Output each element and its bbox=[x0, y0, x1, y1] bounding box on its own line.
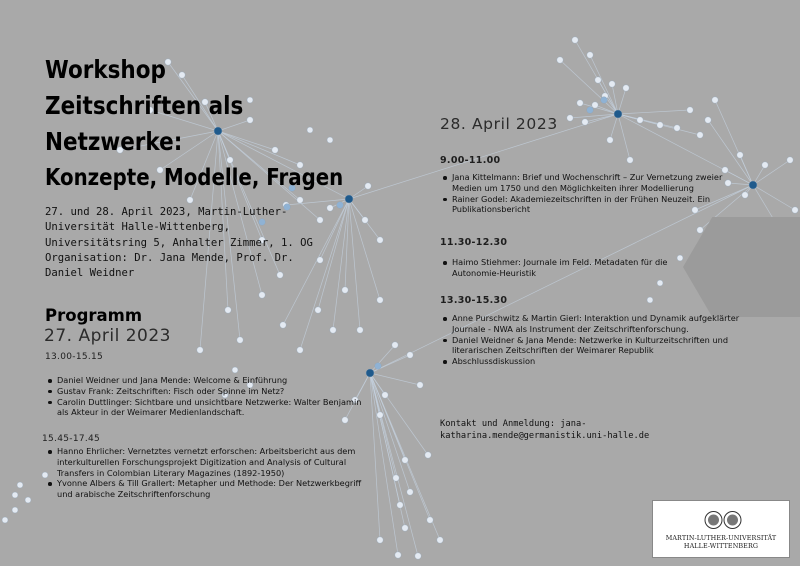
title-line-4: Konzepte, Modelle, Fragen bbox=[45, 165, 344, 191]
list-item: Anne Purschwitz & Martin Gierl: Interaktion und Dynamik aufgeklärter Journale - NWA als Instrument der Zeitschriftenforschung. bbox=[440, 313, 745, 335]
network-node bbox=[657, 280, 663, 286]
day2-date: 28. April 2023 bbox=[440, 115, 558, 133]
network-node bbox=[259, 292, 265, 298]
day2-session2-list bbox=[440, 257, 700, 279]
network-hub-node bbox=[345, 195, 353, 203]
network-node bbox=[377, 412, 383, 418]
network-node bbox=[297, 197, 303, 203]
network-node bbox=[393, 475, 399, 481]
network-node bbox=[557, 57, 563, 63]
network-node bbox=[567, 115, 573, 121]
day1-session2-list bbox=[45, 446, 375, 500]
network-node bbox=[315, 307, 321, 313]
network-node bbox=[623, 85, 629, 91]
network-node bbox=[627, 157, 633, 163]
network-node bbox=[762, 162, 768, 168]
university-logo bbox=[652, 500, 790, 558]
network-edge bbox=[370, 345, 395, 373]
network-node bbox=[712, 97, 718, 103]
network-node bbox=[197, 347, 203, 353]
logo-text-line-1: MARTIN-LUTHER-UNIVERSITÄT bbox=[665, 534, 777, 542]
network-node bbox=[657, 122, 663, 128]
programm-heading: Programm bbox=[45, 306, 143, 325]
network-node bbox=[792, 207, 798, 213]
network-node bbox=[392, 342, 398, 348]
network-edge bbox=[753, 160, 790, 185]
network-node bbox=[587, 52, 593, 58]
day2-session1-time: 9.00-11.00 bbox=[440, 155, 501, 166]
logo-text-line-2: HALLE-WITTENBERG bbox=[683, 542, 759, 550]
network-node bbox=[601, 97, 608, 104]
network-node bbox=[237, 337, 243, 343]
network-node bbox=[697, 132, 703, 138]
network-node bbox=[17, 482, 23, 488]
network-node bbox=[330, 327, 336, 333]
network-node bbox=[787, 157, 793, 163]
network-node bbox=[382, 392, 388, 398]
network-node bbox=[25, 497, 31, 503]
network-node bbox=[595, 77, 601, 83]
network-node bbox=[397, 502, 403, 508]
network-node bbox=[12, 507, 18, 513]
day2-session3-time: 13.30-15.30 bbox=[440, 295, 508, 306]
event-meta bbox=[45, 205, 315, 281]
network-node bbox=[674, 125, 680, 131]
title-line-3: Netzwerke: bbox=[45, 127, 183, 156]
network-node bbox=[357, 327, 363, 333]
list-item: Jana Kittelmann: Brief und Wochenschrift – Zur Vernetzung zweier Medien um 1750 und den Möglichkeiten ihrer Modellierung bbox=[440, 172, 745, 194]
network-edge bbox=[618, 114, 630, 160]
list-item: Carolin Duttlinger: Sichtbare und unsichtbare Netzwerke: Walter Benjamin als Akteur in der Weimarer Medienlandschaft. bbox=[45, 397, 375, 419]
network-hub-node bbox=[614, 110, 622, 118]
network-edge bbox=[333, 199, 349, 330]
network-node bbox=[395, 552, 401, 558]
day1-session2-time: 15.45-17.45 bbox=[42, 434, 101, 444]
network-node bbox=[577, 100, 583, 106]
network-node bbox=[415, 553, 421, 559]
day1-date: 27. April 2023 bbox=[44, 326, 171, 346]
network-node bbox=[342, 287, 348, 293]
network-node bbox=[407, 489, 413, 495]
network-edge bbox=[753, 185, 795, 210]
network-node bbox=[225, 307, 231, 313]
contact-info: Kontakt und Anmeldung: jana-katharina.mende@germanistik.uni-halle.de bbox=[440, 419, 650, 441]
event-organisation: Organisation: Dr. Jana Mende, Prof. Dr. Daniel Weidner bbox=[45, 251, 294, 280]
day1-session1-list bbox=[45, 375, 375, 418]
day2-session1-list bbox=[440, 172, 745, 215]
day2-session2-time: 11.30-12.30 bbox=[440, 237, 508, 248]
network-edge bbox=[349, 199, 360, 330]
list-item: Hanno Ehrlicher: Vernetztes vernetzt erforschen: Arbeitsbericht aus dem interkulturellen Forschungsprojekt Digitization and Analysis of Cultural Transfers in Colombian Literary Magazines (1892-1950) bbox=[45, 446, 375, 478]
network-node bbox=[609, 81, 615, 87]
university-seal-icon bbox=[704, 510, 742, 530]
list-item: Haimo Stiehmer: Journale im Feld. Metadaten für die Autonomie-Heuristik bbox=[440, 257, 700, 279]
list-item: Rainer Godel: Akademiezeitschriften in der Frühen Neuzeit. Ein Publikationsbericht bbox=[440, 194, 745, 216]
network-node bbox=[425, 452, 431, 458]
network-node bbox=[297, 347, 303, 353]
network-edge bbox=[349, 199, 380, 300]
network-node bbox=[375, 363, 382, 370]
network-node bbox=[687, 107, 693, 113]
network-node bbox=[705, 117, 711, 123]
network-node bbox=[402, 525, 408, 531]
network-node bbox=[365, 183, 371, 189]
network-node bbox=[377, 297, 383, 303]
network-node bbox=[737, 152, 743, 158]
network-node bbox=[637, 117, 643, 123]
list-item: Yvonne Albers & Till Grallert: Metapher und Methode: Der Netzwerkbegriff und arabische Zeitschriftenforschung bbox=[45, 478, 375, 500]
network-hub-node bbox=[749, 181, 757, 189]
network-node bbox=[402, 457, 408, 463]
network-node bbox=[417, 382, 423, 388]
network-node bbox=[647, 297, 653, 303]
workshop-title bbox=[45, 52, 343, 196]
network-node bbox=[697, 227, 703, 233]
network-node bbox=[12, 492, 18, 498]
day1-session1-time: 13.00-15.15 bbox=[45, 352, 104, 362]
network-node bbox=[582, 119, 588, 125]
title-line-2: Zeitschriften als bbox=[45, 91, 244, 120]
network-node bbox=[337, 202, 344, 209]
network-node bbox=[377, 237, 383, 243]
title-line-1: Workshop bbox=[45, 55, 166, 84]
network-node bbox=[572, 37, 578, 43]
event-venue: 27. und 28. April 2023, Martin-Luther-Universität Halle-Wittenberg, Universitätsring 5, Anhalter Zimmer, 1. OG bbox=[45, 206, 313, 249]
network-node bbox=[362, 217, 368, 223]
network-node bbox=[607, 137, 613, 143]
network-node bbox=[232, 367, 238, 373]
network-node bbox=[327, 205, 333, 211]
network-node bbox=[317, 257, 323, 263]
list-item: Abschlussdiskussion bbox=[440, 356, 745, 367]
network-node bbox=[407, 352, 413, 358]
list-item: Gustav Frank: Zeitschriften: Fisch oder Spinne im Netz? bbox=[45, 386, 375, 397]
list-item: Daniel Weidner und Jana Mende: Welcome & Einführung bbox=[45, 375, 375, 386]
network-node bbox=[187, 197, 193, 203]
network-node bbox=[2, 517, 8, 523]
network-node bbox=[317, 217, 323, 223]
network-node bbox=[280, 322, 286, 328]
network-node bbox=[587, 107, 594, 114]
network-node bbox=[437, 537, 443, 543]
network-edge bbox=[618, 110, 690, 114]
list-item: Daniel Weidner & Jana Mende: Netzwerke in Kulturzeitschriften und literarischen Zeitschriften der Weimarer Republik bbox=[440, 335, 745, 357]
network-node bbox=[377, 537, 383, 543]
network-node bbox=[427, 517, 433, 523]
network-node bbox=[592, 102, 598, 108]
day2-session3-list bbox=[440, 313, 745, 367]
